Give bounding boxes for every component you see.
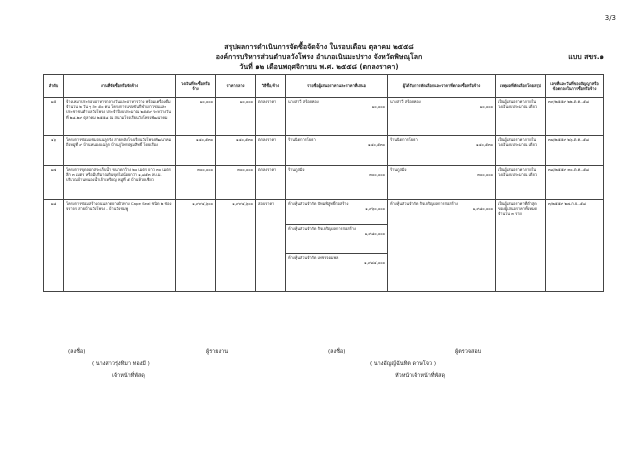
row-method: ตกลงราคา bbox=[256, 136, 286, 166]
bidder-name: ห้างหุ้นส่วนจำกัด กิจเจริญผลการก่อสร้าง bbox=[288, 226, 356, 231]
table-row bbox=[44, 166, 604, 200]
report-organization: องค์การบริหารส่วนตำบลวังโพรง อำเภอเนินมะปราง จังหวัดพิษณุโลก bbox=[215, 53, 423, 61]
winner-price: ๑๔๐,๕๓๐ bbox=[475, 142, 493, 148]
row-task: จ้างเหมาประกอบอาหารกลางวันและอาหารว่าง พร้อมเครื่องดื่ม จำนวน ๒ วัน ๆ ละ ๕๐ คน โครงการแข่งขันกีฬาเยาวชนและประชาชนตำบลวังโพรง ประจำปีงบประมาณ ๒๕๕๙ ระหว่างวันที่ ๒๘-๒๙ ตุลาคม ๒๕๕๘ ณ สนามโรงเรียนวังโพรงพัฒนาคม bbox=[64, 98, 176, 136]
signature-name-left: ( นางสาวรุ่งทิมา ทองมี ) bbox=[92, 361, 150, 367]
winner-name: ร้านนิดการโยธา bbox=[390, 137, 418, 142]
signature-sign-right: (ลงชื่อ) bbox=[328, 349, 346, 355]
row-number: ๑๗ bbox=[44, 166, 64, 200]
bidder-name: ร้านภูสมิง bbox=[288, 167, 305, 172]
report-title: สรุปผลการดำเนินการจัดซื้อจัดจ้าง ในรอบเดือน ตุลาคม ๒๕๕๘ bbox=[224, 43, 414, 51]
col-header: ราคากลาง bbox=[216, 75, 256, 98]
row-budget: ๑๐,๐๐๐ bbox=[176, 98, 216, 136]
row-winner bbox=[388, 166, 496, 200]
bidder-entry bbox=[286, 200, 387, 225]
form-code: แบบ สขร.๑ bbox=[568, 53, 604, 61]
bidder-price: ๑,๙๘๐,๐๐๐ bbox=[364, 231, 385, 237]
row-median-price: ๑,๙๙๔,๖๐๐ bbox=[216, 200, 256, 292]
report-date: วันที่ ๑๒ เดือนพฤศจิกายน พ.ศ. ๒๕๕๘ (ตกลงราคา) bbox=[239, 63, 399, 71]
signature-block bbox=[0, 348, 638, 408]
winner-name: ห้างหุ้นส่วนจำกัด กิจเจริญผลการก่อสร้าง bbox=[390, 201, 458, 206]
row-task: โครงการซ่อมแซมถนนลูกรัง สายหลังโรงเรียนวังโพรงพัฒนาคม ถึงหมู่ที่ ๙ บ้านหนองแฉลูก บ้านภูไพรปฐมสิทธิ์ โดยเรือง bbox=[64, 136, 176, 166]
row-method: ตกลงราคา bbox=[256, 98, 286, 136]
row-task: โครงการซ่อมสร้างถนนลาดยางผิวทาง Cape Seal ชนิด ๒ ช่องจราจร สายบ้านวังโพรง - บ้านวังชมพู bbox=[64, 200, 176, 292]
row-contract: ๓๙/๒๕๕๙ ๒๒-ต.ค.-๕๘ bbox=[546, 98, 604, 136]
table-row bbox=[44, 200, 604, 292]
col-header: เหตุผลที่คัดเลือกโดยสรุป bbox=[496, 75, 546, 98]
procurement-table bbox=[43, 74, 604, 292]
col-header: ลำดับ bbox=[44, 75, 64, 98]
winner-name: นางสาวี สร้อยทอง bbox=[390, 99, 421, 104]
row-bidders bbox=[286, 166, 388, 200]
row-median-price: ๑๐,๐๐๐ bbox=[216, 98, 256, 136]
bidder-name: นางสาวี สร้อยทอง bbox=[288, 99, 319, 104]
bidder-price: ๑๐,๐๐๐ bbox=[371, 104, 385, 110]
bidder-price: ๑,๙๘๔,๐๐๐ bbox=[364, 260, 385, 266]
signature-position-left: เจ้าหน้าที่พัสดุ bbox=[112, 373, 145, 379]
row-number: ๑๖ bbox=[44, 136, 64, 166]
col-header: รายชื่อผู้เสนอราคาและราคาที่เสนอ bbox=[286, 75, 388, 98]
row-number: ๑๘ bbox=[44, 200, 64, 292]
report-header bbox=[0, 42, 638, 72]
row-bidders bbox=[286, 200, 388, 292]
row-reason: เป็นผู้เสนอราคาภายในวงเงินงบประมาณ เดียว bbox=[496, 136, 546, 166]
col-header: งานที่จัดซื้อหรือจัดจ้าง bbox=[64, 75, 176, 98]
table-row bbox=[44, 98, 604, 136]
row-contract: ๓๗/๒๕๕๙ ๒๖-ต.ค.-๕๘ bbox=[546, 136, 604, 166]
col-header: ผู้ได้รับการคัดเลือกและราคาที่ตกลงซื้อหรือจ้าง bbox=[388, 75, 496, 98]
signature-position-right: หัวหน้าเจ้าหน้าที่พัสดุ bbox=[395, 373, 446, 379]
row-reason: เป็นผู้เสนอราคาภายในวงเงินงบประมาณ เดียว bbox=[496, 98, 546, 136]
row-winner bbox=[388, 200, 496, 292]
bidder-name: ร้านนิดการโยธา bbox=[288, 137, 316, 142]
row-bidders bbox=[286, 136, 388, 166]
row-method: สอบราคา bbox=[256, 200, 286, 292]
row-median-price: ๑๔๐,๕๓๐ bbox=[216, 136, 256, 166]
winner-name: ร้านภูสมิง bbox=[390, 167, 407, 172]
row-median-price: ๓๐๐,๐๐๐ bbox=[216, 166, 256, 200]
row-contract: ๓/๒๕๕๙ ๒๗-ก.ย.-๕๘ bbox=[546, 200, 604, 292]
row-task: โครงการขุดลอกสระเก็บน้ำ ขนาดกว้าง ๒๐ เมตร ยาว ๓๐ เมตร ลึก ๓ เมตร หรือมีปริมาณดินขุดไม่น้อยกว่า ๑,๘๕๓ ลบ.ม. บริเวณบ้านหนองน้ำเจ้าเหรียญ หมู่ที่ ๕ บ้านห้วยเซียว bbox=[64, 166, 176, 200]
signature-role-left: ผู้รายงาน bbox=[206, 349, 229, 355]
row-budget: ๓๐๐,๐๐๐ bbox=[176, 166, 216, 200]
col-header: เลขที่และวันที่ของสัญญาหรือข้อตกลงในการซื้อหรือจ้าง bbox=[546, 75, 604, 98]
table-row bbox=[44, 136, 604, 166]
bidder-price: ๑๔๐,๕๓๐ bbox=[367, 142, 385, 148]
row-method: ตกลงราคา bbox=[256, 166, 286, 200]
row-winner bbox=[388, 98, 496, 136]
row-winner bbox=[388, 136, 496, 166]
bidder-price: ๑,๙๖๐,๐๐๐ bbox=[365, 206, 385, 212]
col-header: วิธีซื้อ/จ้าง bbox=[256, 75, 286, 98]
row-reason: เป็นผู้เสนอราคาที่ต่ำสุดของผู้เสนอราคาทั้งหมด จำนวน ๓ ราย bbox=[496, 200, 546, 292]
bidder-price: ๓๐๐,๐๐๐ bbox=[369, 172, 385, 178]
col-header: วงเงินที่จะซื้อหรือจ้าง bbox=[176, 75, 216, 98]
signature-name-right: ( นางอัญญ์ฉันทิต ดาษโจว ) bbox=[370, 361, 436, 367]
row-budget: ๑,๙๙๔,๖๐๐ bbox=[176, 200, 216, 292]
bidder-entry bbox=[286, 254, 387, 266]
row-bidders bbox=[286, 98, 388, 136]
winner-price: ๑,๙๘๐,๐๐๐ bbox=[472, 206, 493, 212]
winner-price: ๑๐,๐๐๐ bbox=[479, 104, 493, 110]
signature-role-right: ผู้ตรวจสอบ bbox=[455, 349, 482, 355]
bidder-name: ห้างหุ้นส่วนจำกัด เพชรจอมพล bbox=[288, 255, 339, 260]
bidder-name: ห้างหุ้นส่วนจำกัด ปัทมพิสูทธิ์ก่อสร้าง bbox=[288, 201, 349, 206]
page-number: 3/3 bbox=[604, 14, 616, 22]
bidder-entry bbox=[286, 225, 387, 254]
row-budget: ๑๔๐,๕๓๐ bbox=[176, 136, 216, 166]
table-header-row bbox=[44, 75, 604, 98]
row-number: ๑๕ bbox=[44, 98, 64, 136]
winner-price: ๓๐๐,๐๐๐ bbox=[477, 172, 493, 178]
row-contract: ๓๘/๒๕๕๙ ๓๐-ต.ค.-๕๘ bbox=[546, 166, 604, 200]
row-reason: เป็นผู้เสนอราคาภายในวงเงินงบประมาณ เดียว bbox=[496, 166, 546, 200]
signature-sign-left: (ลงชื่อ) bbox=[68, 349, 86, 355]
